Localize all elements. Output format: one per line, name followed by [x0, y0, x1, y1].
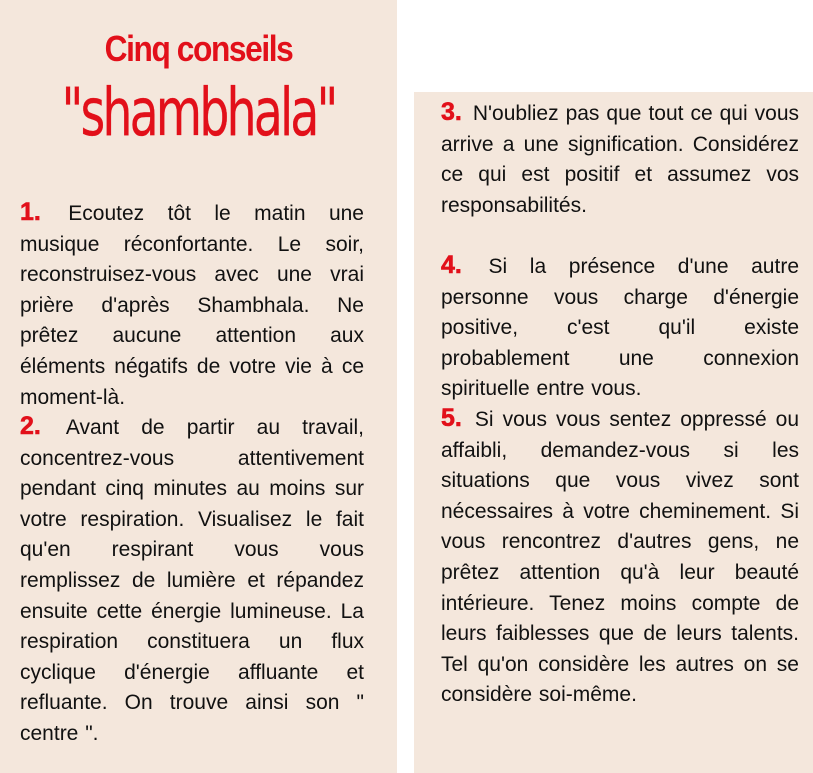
tip-number: 5.	[441, 404, 462, 432]
article-subtitle: "shambhala"	[61, 74, 336, 151]
tip-text: N'oubliez pas que tout ce qui vous arrive a une signification. Considérez ce qui est positif et assumez vos responsabilités.	[441, 102, 799, 217]
tip-number: 3.	[441, 98, 462, 126]
tip-1	[20, 197, 364, 413]
tip-number: 4.	[441, 251, 462, 279]
tip-4	[441, 250, 799, 405]
tip-5	[441, 403, 799, 711]
tip-text: Si la présence d'une autre personne vous charge d'énergie positive, c'est qu'il existe probablement une connexion spirituelle entre vous.	[441, 255, 799, 401]
left-column	[0, 0, 397, 773]
tip-3	[441, 97, 799, 221]
tip-number: 1.	[20, 198, 41, 226]
tip-number: 2.	[20, 412, 41, 440]
right-column	[414, 92, 813, 773]
tip-text: Ecoutez tôt le matin une musique réconfortante. Le soir, reconstruisez-vous avec une vrai prière d'après Shambhala. Ne prêtez aucune attention aux éléments négatifs de votre vie à ce moment-là.	[20, 202, 364, 409]
tip-text: Si vous vous sentez oppressé ou affaibli, demandez-vous si les situations que vous vivez sont nécessaires à votre cheminement. Si vous rencontrez d'autres gens, ne prêtez attention qu'à leur beauté intérieure. Tenez moins compte de leurs faiblesses que de leurs talents. Tel qu'on considère les autres on se considère soi-même.	[441, 408, 799, 707]
article-title: Cinq conseils	[104, 28, 293, 69]
tip-text: Avant de partir au travail, concentrez-vous attentivement pendant cinq minutes au moins sur votre respiration. Visualisez le fait qu'en respirant vous vous remplissez de lumière et répandez ensuite cette énergie lumineuse. La respiration constituera un flux cyclique d'énergie affluante et refluante. On trouve ainsi son " centre ".	[20, 416, 364, 745]
tip-2	[20, 411, 364, 750]
